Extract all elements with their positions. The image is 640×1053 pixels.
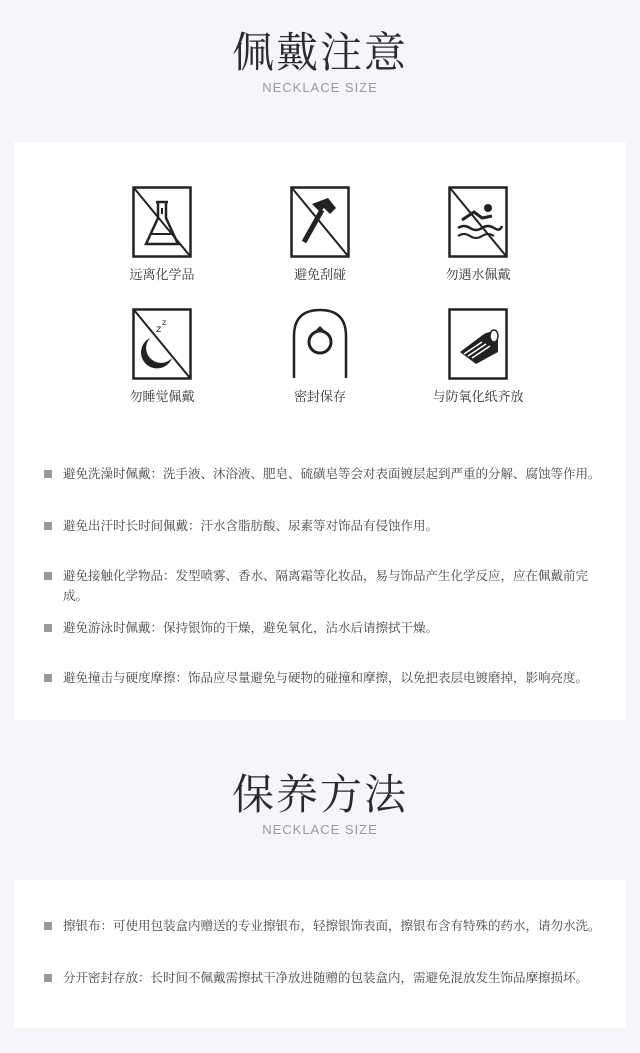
icon-label: 避免刮碰 [293,268,346,283]
care-card [14,880,626,1028]
icon-item-paper [398,308,558,406]
note-item: 避免出汗时长时间佩戴：汗水含脂肪酸、尿素等对饰品有侵蚀作用。 [44,516,604,536]
care-title: 保养方法 [231,770,408,819]
flask-prohibited-icon [132,186,192,258]
icon-item-sleep [82,308,242,406]
svg-text:z: z [156,324,162,335]
note-item: 避免撞击与硬度摩擦：饰品应尽量避免与硬物的碰撞和摩擦，以免把表层电镀磨掉，影响亮度。 [44,668,604,688]
bullet-icon [44,624,52,632]
note-item: 擦银布：可使用包装盒内赠送的专业擦银布，轻擦银饰表面，擦银布含有特殊的药水，请勿水洗。 [44,916,604,936]
note-item: 分开密封存放：长时间不佩戴需擦拭干净放进随赠的包装盒内，需避免混放发生饰品摩擦损坏。 [44,968,604,988]
bullet-icon [44,470,52,478]
icon-item-seal [240,308,400,406]
svg-text:z: z [162,318,167,327]
bullet-icon [44,522,52,530]
care-section-header [0,770,640,837]
bullet-icon [44,674,52,682]
icon-label: 勿睡觉佩戴 [129,390,195,405]
note-item: 避免洗澡时佩戴：洗手液、沐浴液、肥皂、硫磺皂等会对表面镀层起到严重的分解、腐蚀等作用。 [44,464,604,484]
wear-card [14,142,626,720]
icon-item-chemicals [82,186,242,284]
anti-oxidation-paper-icon [448,308,508,380]
wear-title: 佩戴注意 [231,28,408,77]
sleep-prohibited-icon [132,308,192,380]
icon-label: 与防氧化纸齐放 [432,390,524,405]
note-item: 避免游泳时佩戴：保持银饰的干燥，避免氧化，沾水后请擦拭干燥。 [44,618,604,638]
bullet-icon [44,974,52,982]
icon-label: 密封保存 [293,390,346,405]
swimmer-prohibited-icon [448,186,508,258]
wear-subtitle: NECKLACE SIZE [262,80,378,95]
bullet-icon [44,572,52,580]
icon-item-water [398,186,558,284]
care-subtitle: NECKLACE SIZE [262,822,378,837]
wear-section-header [0,28,640,95]
icon-label: 远离化学品 [129,268,195,283]
sealed-bag-icon [290,308,350,380]
icon-label: 勿遇水佩戴 [445,268,511,283]
note-item: 避免接触化学物品：发型喷雾、香水、隔离霜等化妆品，易与饰品产生化学反应，应在佩戴前完成。 [44,566,604,606]
bullet-icon [44,922,52,930]
icon-item-scratch [240,186,400,284]
hammer-prohibited-icon [290,186,350,258]
